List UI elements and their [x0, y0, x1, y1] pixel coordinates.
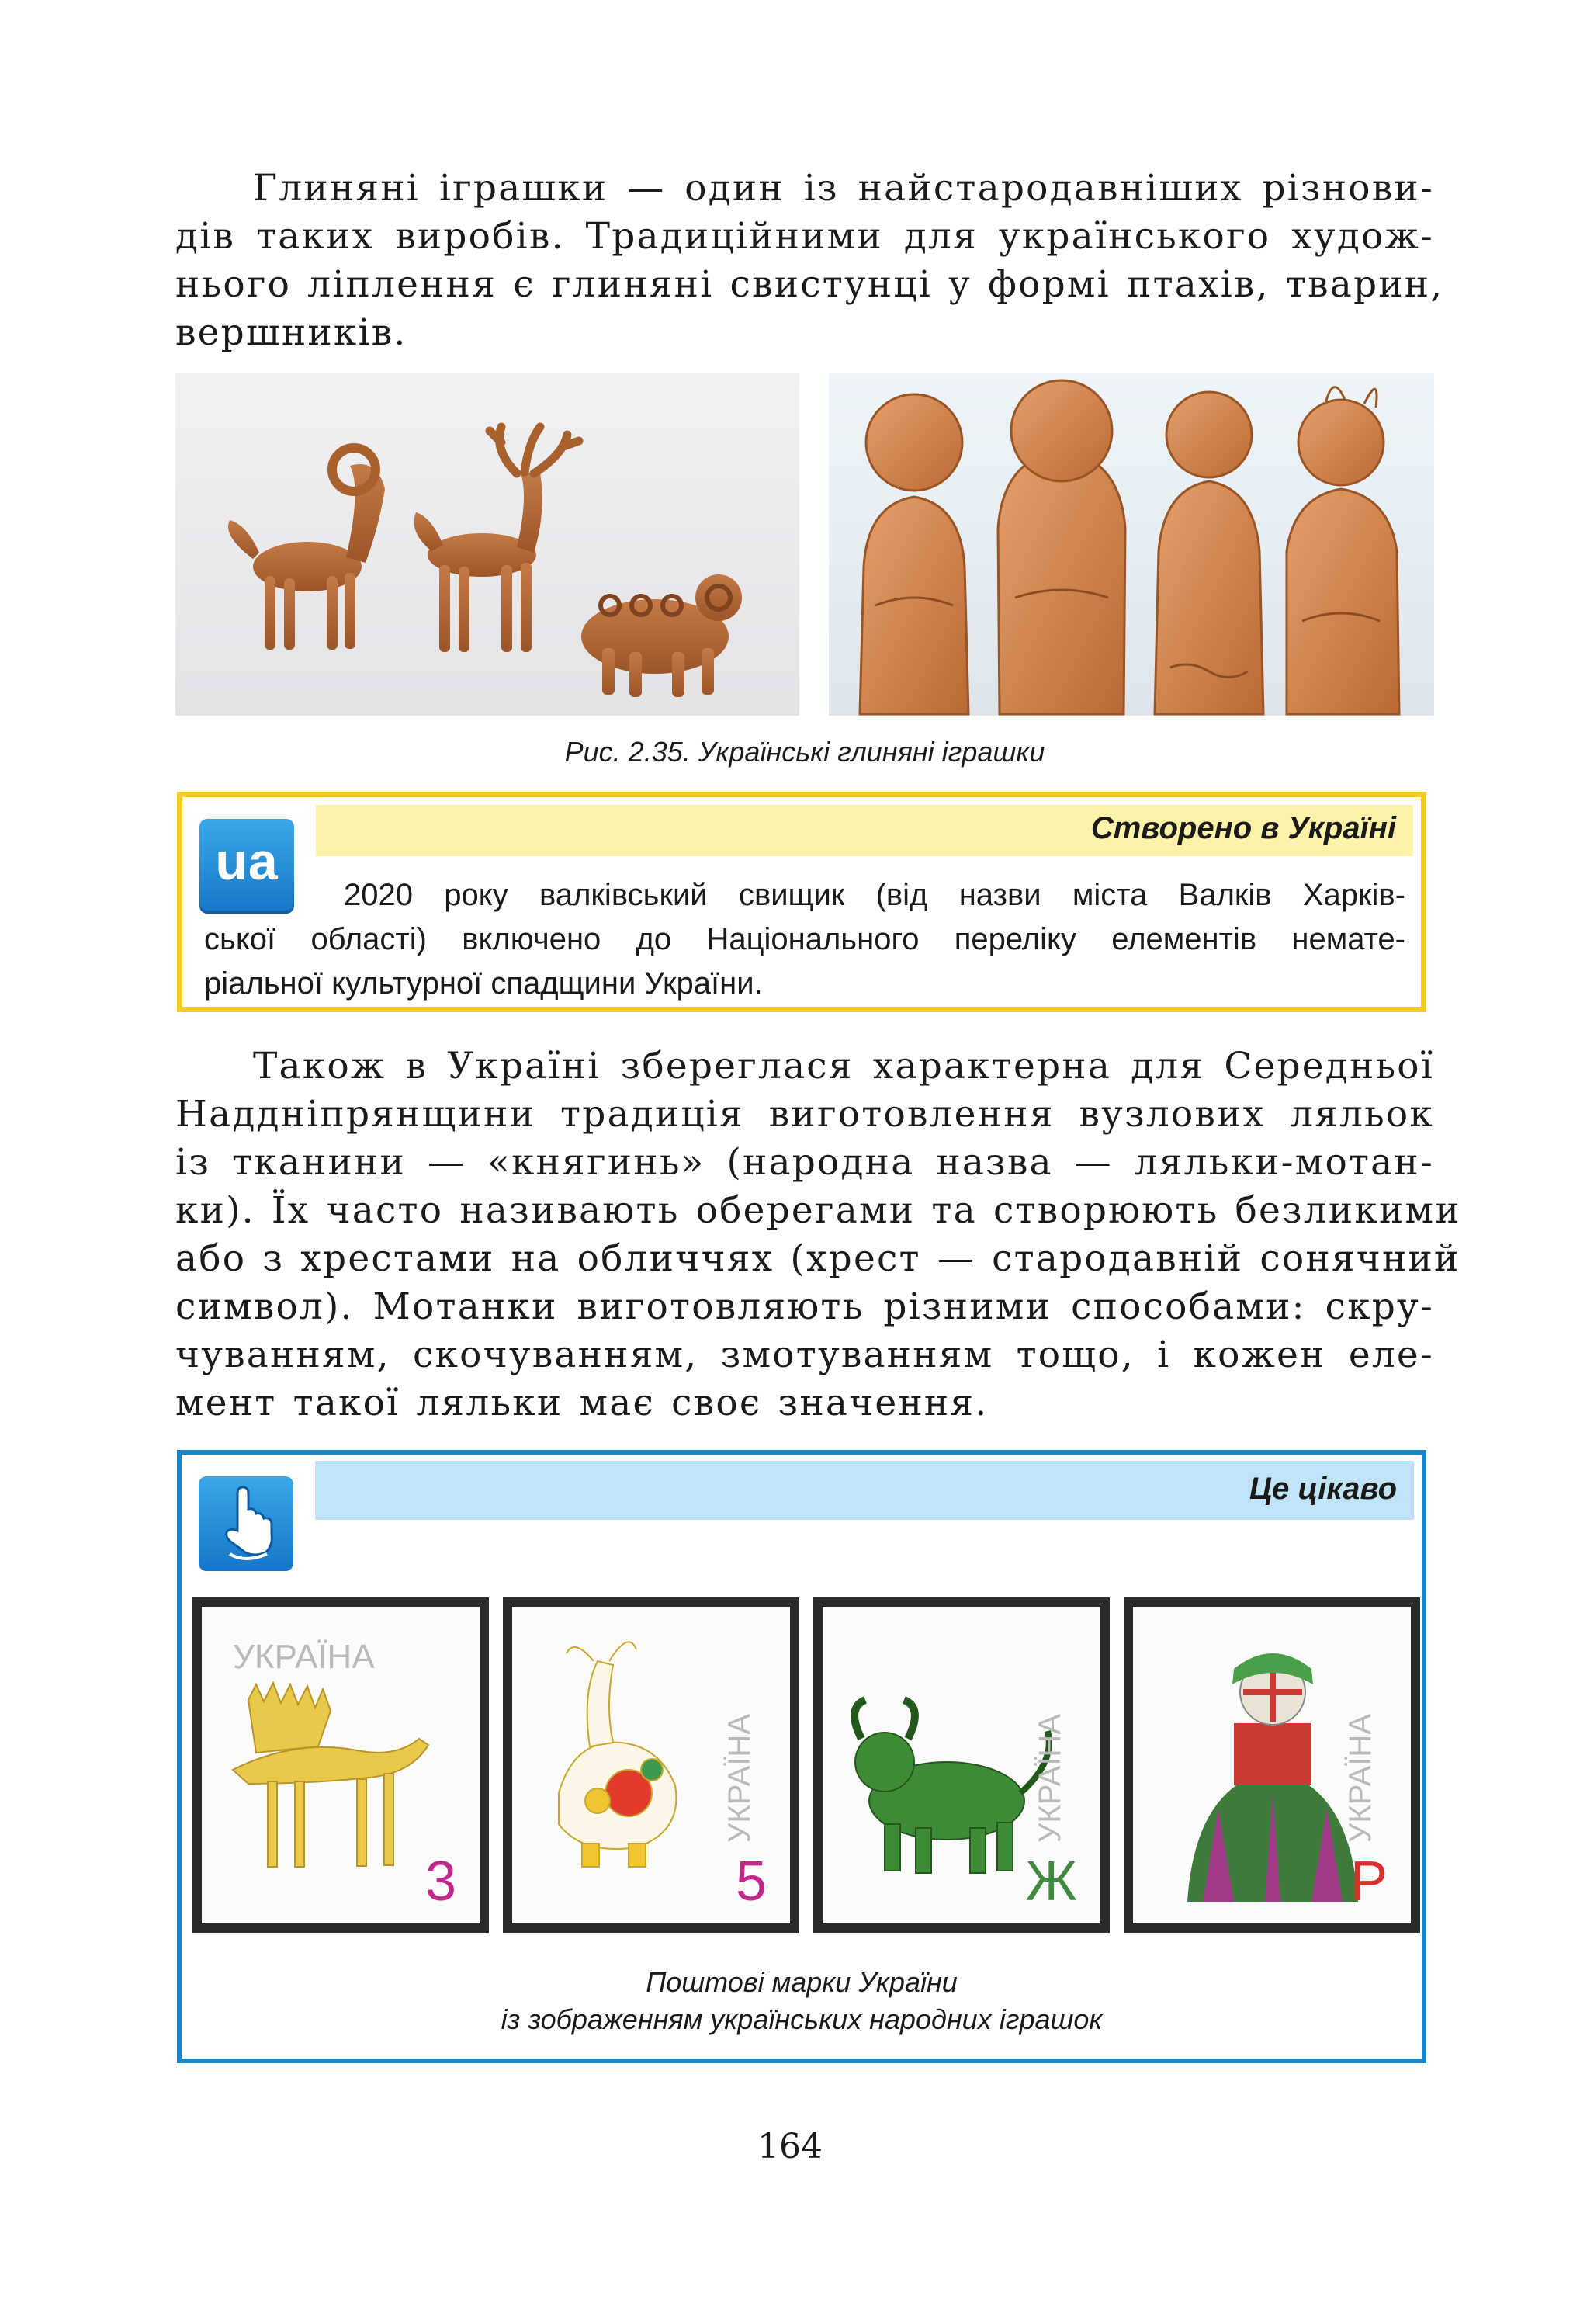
- text-line: або з хрестами на обличчях (хрест — стародавній сонячний: [175, 1237, 1460, 1280]
- stamp-value: 3: [424, 1851, 456, 1913]
- clay-animals-photo: [175, 373, 799, 716]
- clay-figures-photo: [829, 373, 1434, 716]
- text-line: 2020 року валківський свищик (від назви міста Валків Харків-: [344, 878, 1405, 912]
- stamp-country: УКРАЇНА: [1033, 1714, 1067, 1844]
- text-line: із тканини — «княгинь» (народна назва — ляльки-мотан-: [175, 1141, 1434, 1184]
- box-title: Це цікаво: [1249, 1472, 1397, 1506]
- pointing-hand-icon: [199, 1476, 293, 1571]
- figure-caption: Рис. 2.35. Українські глиняні іграшки: [564, 736, 1045, 768]
- page-number: 164: [757, 2127, 823, 2166]
- text-line: нього ліплення є глиняні свистунці у формі птахів, тварин,: [175, 263, 1444, 306]
- text-line: ріальної культурної спадщини України.: [204, 966, 763, 1001]
- text-line: Наддніпрянщини традиція виготовлення вузлових ляльок: [175, 1093, 1434, 1136]
- stamp-value: 5: [735, 1851, 767, 1913]
- text-line: Також в Україні збереглася характерна для Середньої: [253, 1045, 1434, 1087]
- stamp-country: УКРАЇНА: [1343, 1714, 1377, 1844]
- box-header: [315, 1461, 1414, 1520]
- stamp-green-bull: [813, 1597, 1110, 1933]
- caption-line: із зображенням українських народних іграшок: [501, 2003, 1103, 2035]
- created-in-ukraine-box: [177, 792, 1426, 1012]
- text-line: ки). Їх часто називають оберегами та створюють безликими: [175, 1189, 1461, 1232]
- caption-line: Поштові марки України: [646, 1966, 958, 1998]
- stamp-straw-horse: [192, 1597, 489, 1933]
- text-line: ської області) включено до Національного переліку елементів немате-: [204, 922, 1405, 956]
- box-title: Створено в Україні: [1090, 811, 1396, 845]
- stamp-value: Р: [1350, 1851, 1388, 1913]
- box-header: [316, 805, 1413, 856]
- stamp-country: УКРАЇНА: [233, 1638, 375, 1676]
- text-line: дів таких виробів. Традиційними для українського худож-: [175, 215, 1434, 258]
- stamps-caption: [182, 1964, 1422, 2038]
- text-line: вершників.: [175, 311, 407, 354]
- text-line: чуванням, скочуванням, змотуванням тощо, і кожен еле-: [175, 1334, 1434, 1376]
- box-text: [204, 873, 1405, 1006]
- motanka-paragraph: [175, 1042, 1461, 1427]
- stamp-motanka-doll: [1124, 1597, 1420, 1933]
- stamp-clay-whistle: [503, 1597, 799, 1933]
- text-line: Глиняні іграшки — один із найстародавніших різнови-: [253, 167, 1434, 210]
- stamp-value: Ж: [1025, 1851, 1077, 1913]
- ua-logo-text: ua: [215, 832, 279, 891]
- intro-paragraph: [175, 165, 1444, 357]
- text-line: мент такої ляльки має своє значення.: [175, 1382, 989, 1424]
- stamp-country: УКРАЇНА: [722, 1714, 757, 1844]
- interesting-box: [177, 1450, 1426, 2063]
- text-line: символ). Мотанки виготовляють різними способами: скру-: [175, 1285, 1434, 1328]
